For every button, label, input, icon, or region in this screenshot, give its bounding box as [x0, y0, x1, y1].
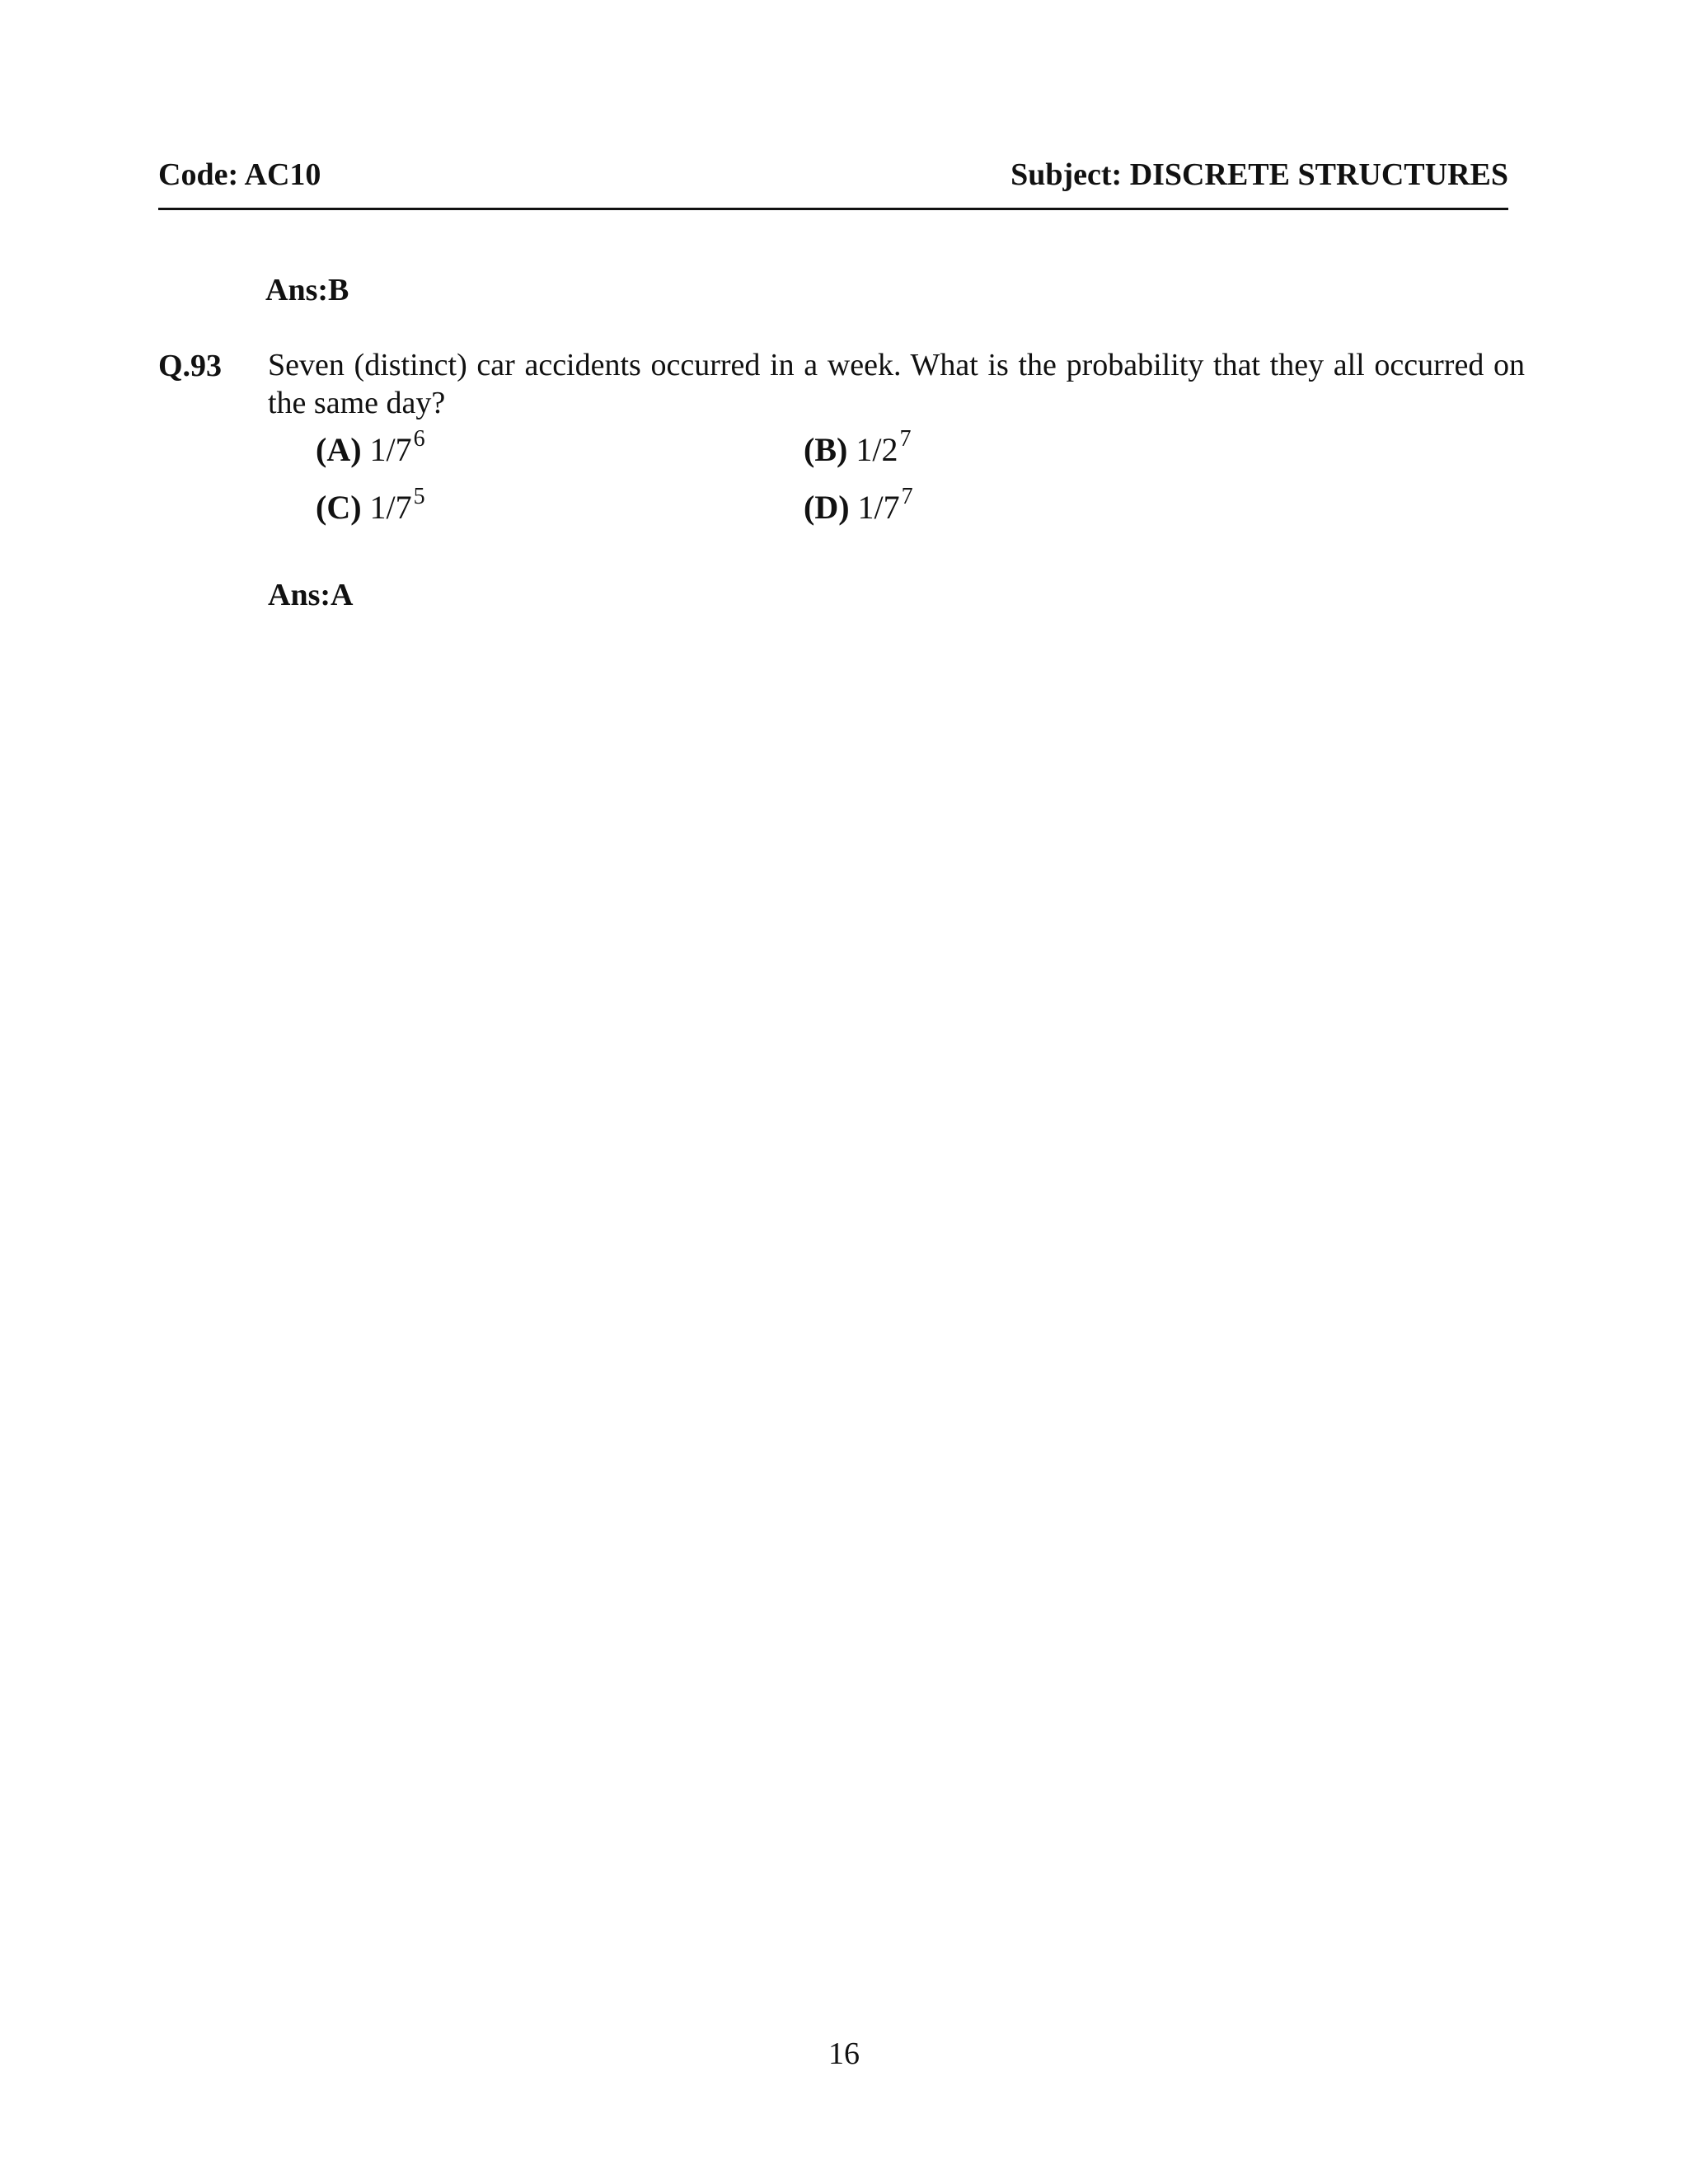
- option-label: (C): [316, 489, 362, 526]
- option-exponent: 7: [899, 425, 912, 452]
- option-label: (D): [804, 489, 850, 526]
- subject-title: Subject: DISCRETE STRUCTURES: [1010, 157, 1508, 192]
- option-value: 1/7: [369, 489, 412, 526]
- option-value: 1/7: [369, 431, 412, 468]
- option-value: 1/2: [856, 431, 898, 468]
- option-c: [316, 483, 425, 527]
- question-answer: Ans:A: [268, 578, 354, 612]
- previous-answer: Ans:B: [265, 273, 349, 307]
- option-exponent: 5: [413, 483, 425, 509]
- option-d: [804, 483, 913, 527]
- option-exponent: 7: [901, 483, 913, 509]
- course-code: Code: AC10: [158, 157, 321, 192]
- option-label: (A): [316, 431, 362, 468]
- option-b: [804, 425, 912, 469]
- page-header: [158, 157, 1508, 210]
- question-number: Q.93: [158, 349, 223, 383]
- option-value: 1/7: [857, 489, 900, 526]
- option-exponent: 6: [413, 425, 425, 452]
- option-label: (B): [804, 431, 848, 468]
- option-a: [316, 425, 425, 469]
- page-number: 16: [828, 2036, 860, 2071]
- question-text: Seven (distinct) car accidents occurred in a week. What is the probability that they all occurred on the same day?: [268, 348, 1525, 420]
